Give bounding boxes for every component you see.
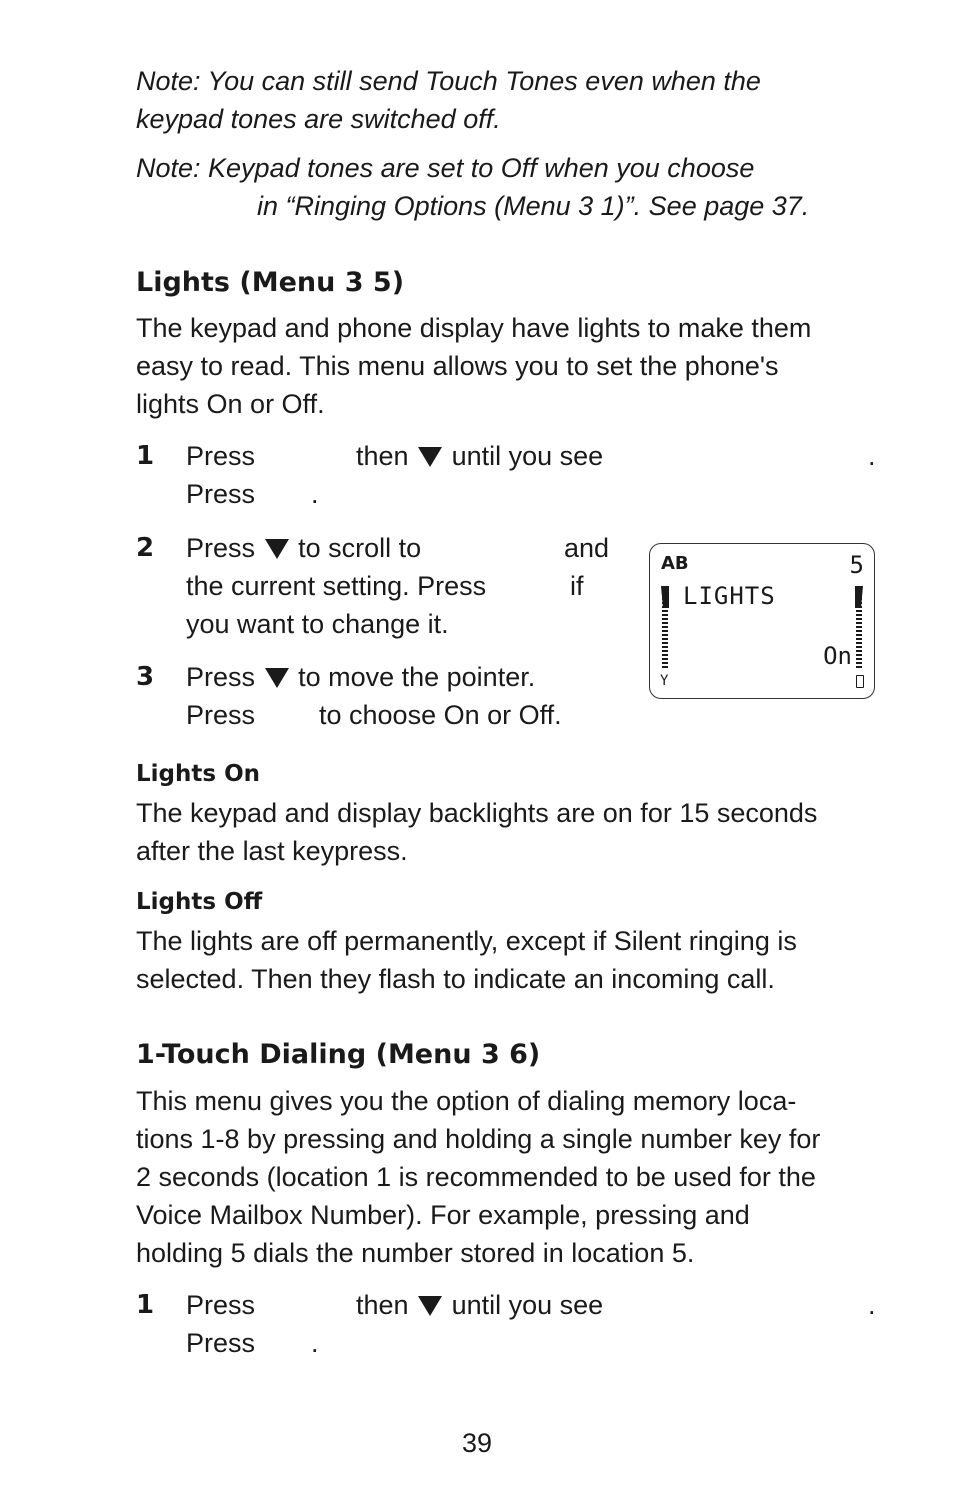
note-keypad-tones: Note: Keypad tones are set to Off when you choose in “Ringing Options (Menu 3 1)”. See page 37. bbox=[136, 153, 810, 221]
touch-dialing-heading: 1-Touch Dialing (Menu 3 6) bbox=[136, 1039, 541, 1070]
display-title: LIGHTS bbox=[683, 582, 776, 610]
touch-dialing-intro: This menu gives you the option of dialing memory loca- tions 1-8 by pressing and holding a single number key for 2 seconds (location 1 is recommended to be used for the Voice Mailbox Number). For example, pressing and holding 5 dials the number stored in location 5. bbox=[136, 1086, 821, 1268]
lights-intro: The keypad and phone display have lights to make them easy to read. This menu allows you to set the phone's lights On or Off. bbox=[136, 313, 812, 419]
lights-on-heading: Lights On bbox=[136, 761, 260, 787]
phone-display bbox=[649, 543, 875, 699]
display-digit: 5 bbox=[849, 551, 864, 579]
lights-off-heading: Lights Off bbox=[136, 889, 263, 915]
down-arrow-icon bbox=[265, 668, 289, 688]
lights-on-text: The keypad and display backlights are on for 15 seconds after the last keypress. bbox=[136, 798, 818, 866]
page-number: 39 bbox=[461, 1428, 493, 1458]
lights-off-text: The lights are off permanently, except if Silent ringing is selected. Then they flash to indicate an incoming call. bbox=[136, 926, 797, 994]
note-touch-tones: Note: You can still send Touch Tones even when the keypad tones are switched off. bbox=[136, 66, 761, 134]
step-number: 3 bbox=[136, 662, 155, 692]
step-number: 2 bbox=[136, 533, 155, 563]
display-ab: AB bbox=[661, 553, 689, 574]
step-number: 1 bbox=[136, 1290, 155, 1320]
antenna-icon: Y bbox=[660, 673, 669, 689]
lights-heading: Lights (Menu 3 5) bbox=[136, 267, 405, 298]
battery-icon bbox=[856, 675, 864, 688]
step-number: 1 bbox=[136, 441, 155, 471]
down-arrow-icon bbox=[418, 447, 442, 467]
display-value: On bbox=[823, 642, 852, 670]
down-arrow-icon bbox=[265, 539, 289, 559]
battery-bar-icon bbox=[856, 586, 862, 668]
signal-bar-icon bbox=[662, 586, 668, 668]
down-arrow-icon bbox=[418, 1296, 442, 1316]
